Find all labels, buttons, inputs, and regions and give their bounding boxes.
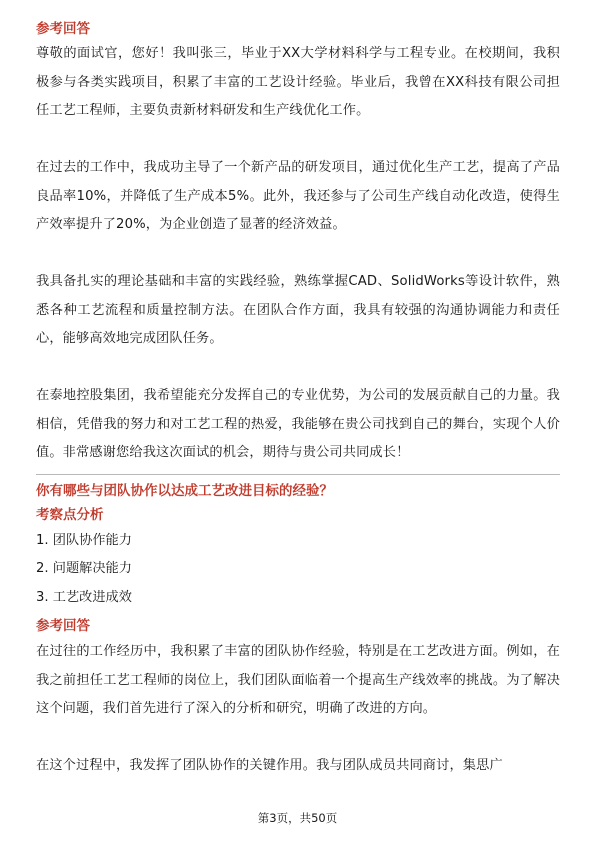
reference-answer-label: 参考回答 xyxy=(36,21,90,37)
answer-body-1 xyxy=(36,40,560,468)
analysis-point: 2. 问题解决能力 xyxy=(36,561,132,576)
answer-paragraph: 在过往的工作经历中，我积累了丰富的团队协作经验，特别是在工艺改进方面。例如，在我之前担任工艺工程师的岗位上，我们团队面临着一个提高生产线效率的挑战。为了解决这个问题，我们首先进行了深入的分析和研究，明确了改进的方向。 xyxy=(36,644,560,716)
answer-body-2 xyxy=(36,638,560,781)
analysis-point: 3. 工艺改进成效 xyxy=(36,589,132,605)
answer-paragraph: 在泰地控股集团，我希望能充分发挥自己的专业优势，为公司的发展贡献自己的力量。我相信，凭借我的努力和对工艺工程的热爱，我能够在贵公司找到自己的舞台，实现个人价值。非常感谢您给我这次面试的机会，期待与贵公司共同成长！ xyxy=(36,388,560,460)
answer-paragraph: 尊敬的面试官，您好！我叫张三，毕业于XX大学材料科学与工程专业。在校期间，我积极参与各类实践项目，积累了丰富的工艺设计经验。毕业后，我曾在XX科技有限公司担任工艺工程师，主要负责新材料研发和生产线优化工作。 xyxy=(36,46,560,118)
answer-paragraph: 我具备扎实的理论基础和丰富的实践经验，熟练掌握CAD、SolidWorks等设计软件，熟悉各种工艺流程和质量控制方法。在团队合作方面，我具有较强的沟通协调能力和责任心，能够高效地完成团队任务。 xyxy=(36,274,560,346)
analysis-points-list xyxy=(36,527,560,613)
reference-answer-label: 参考回答 xyxy=(36,618,90,634)
section-divider xyxy=(36,474,560,475)
question-title: 你有哪些与团队协作以达成工艺改进目标的经验？ xyxy=(36,482,333,499)
answer-paragraph: 在过去的工作中，我成功主导了一个新产品的研发项目，通过优化生产工艺，提高了产品良品率10%，并降低了生产成本5%。此外，我还参与了公司生产线自动化改造，使得生产效率提升了20%，为企业创造了显著的经济效益。 xyxy=(36,160,560,232)
answer-paragraph: 在这个过程中，我发挥了团队协作的关键作用。我与团队成员共同商讨，集思广 xyxy=(36,758,503,773)
analysis-point: 1. 团队协作能力 xyxy=(36,532,132,548)
page-content xyxy=(36,18,560,781)
analysis-label: 考察点分析 xyxy=(36,506,104,523)
page-number: 第3页，共50页 xyxy=(257,811,338,825)
